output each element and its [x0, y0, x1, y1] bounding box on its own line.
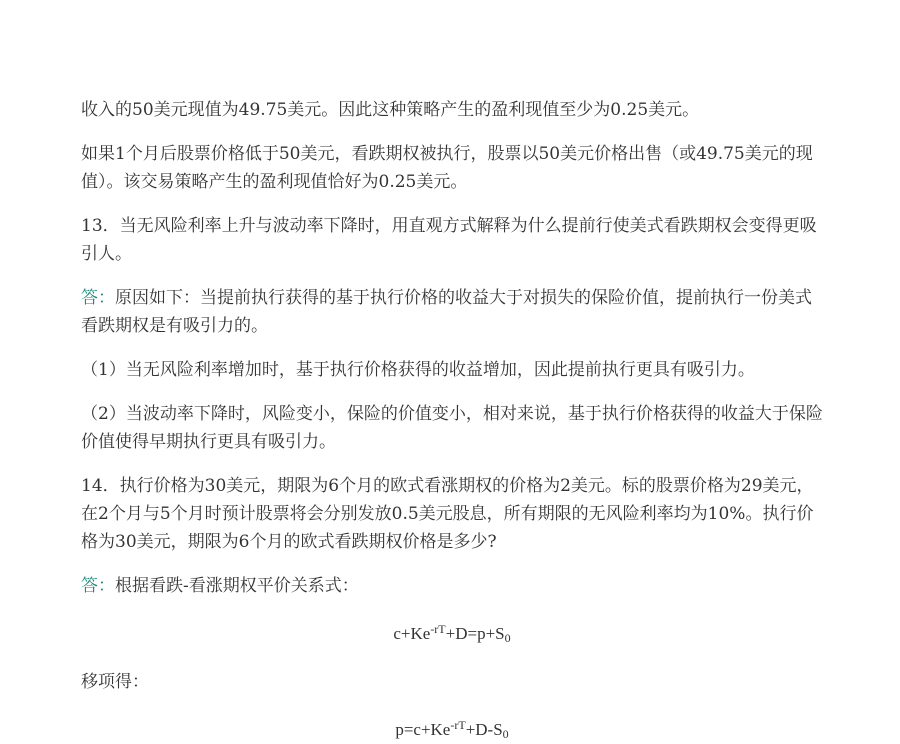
formula-subscript: 0 — [502, 727, 509, 741]
formula-part: +D=p+S — [445, 624, 505, 643]
paragraph-present-value: 收入的50美元现值为49.75美元。因此这种策略产生的盈利现值至少为0.25美元。 — [81, 100, 700, 120]
formula-part: p=c+Ke — [395, 720, 451, 739]
answer-13-point-2: （2）当波动率下降时，风险变小，保险的价值变小，相对来说，基于执行价格获得的收益大于保险价值使得早期执行更具有吸引力。 — [81, 404, 823, 452]
formula-superscript: -rT — [450, 718, 466, 732]
formula-subscript: 0 — [504, 631, 511, 645]
answer-14-text: 根据看跌-看涨期权平价关系式： — [115, 576, 359, 596]
document-page — [81, 96, 823, 744]
answer-13-point-1: （1）当无风险利率增加时，基于执行价格获得的收益增加，因此提前执行更具有吸引力。 — [81, 360, 755, 380]
question-14: 14．执行价格为30美元，期限为6个月的欧式看涨期权的价格为2美元。标的股票价格为29美元，在2个月与5个月时预计股票将会分别发放0.5美元股息，所有期限的无风险利率均为10%。执行价格为30美元，期限为6个月的欧式看跌期权价格是多少? — [81, 476, 814, 552]
formula-superscript: -rT — [430, 622, 446, 636]
answer-label: 答： — [81, 576, 115, 596]
answer-label: 答： — [81, 288, 115, 308]
paragraph-transpose: 移项得： — [81, 672, 149, 692]
question-13: 13．当无风险利率上升与波动率下降时，用直观方式解释为什么提前行使美式看跌期权会变得更吸引人。 — [81, 216, 817, 264]
answer-14 — [81, 572, 823, 600]
formula-part: c+Ke — [393, 624, 431, 643]
answer-13-text: 原因如下：当提前执行获得的基于执行价格的收益大于对损失的保险价值，提前执行一份美式看跌期权是有吸引力的。 — [81, 288, 812, 336]
paragraph-put-exercised: 如果1个月后股票价格低于50美元，看跌期权被执行，股票以50美元价格出售（或49.75美元的现值）。该交易策略产生的盈利现值恰好为0.25美元。 — [81, 144, 813, 192]
answer-13 — [81, 284, 823, 340]
parity-formula — [81, 620, 823, 648]
formula-part: +D-S — [465, 720, 503, 739]
